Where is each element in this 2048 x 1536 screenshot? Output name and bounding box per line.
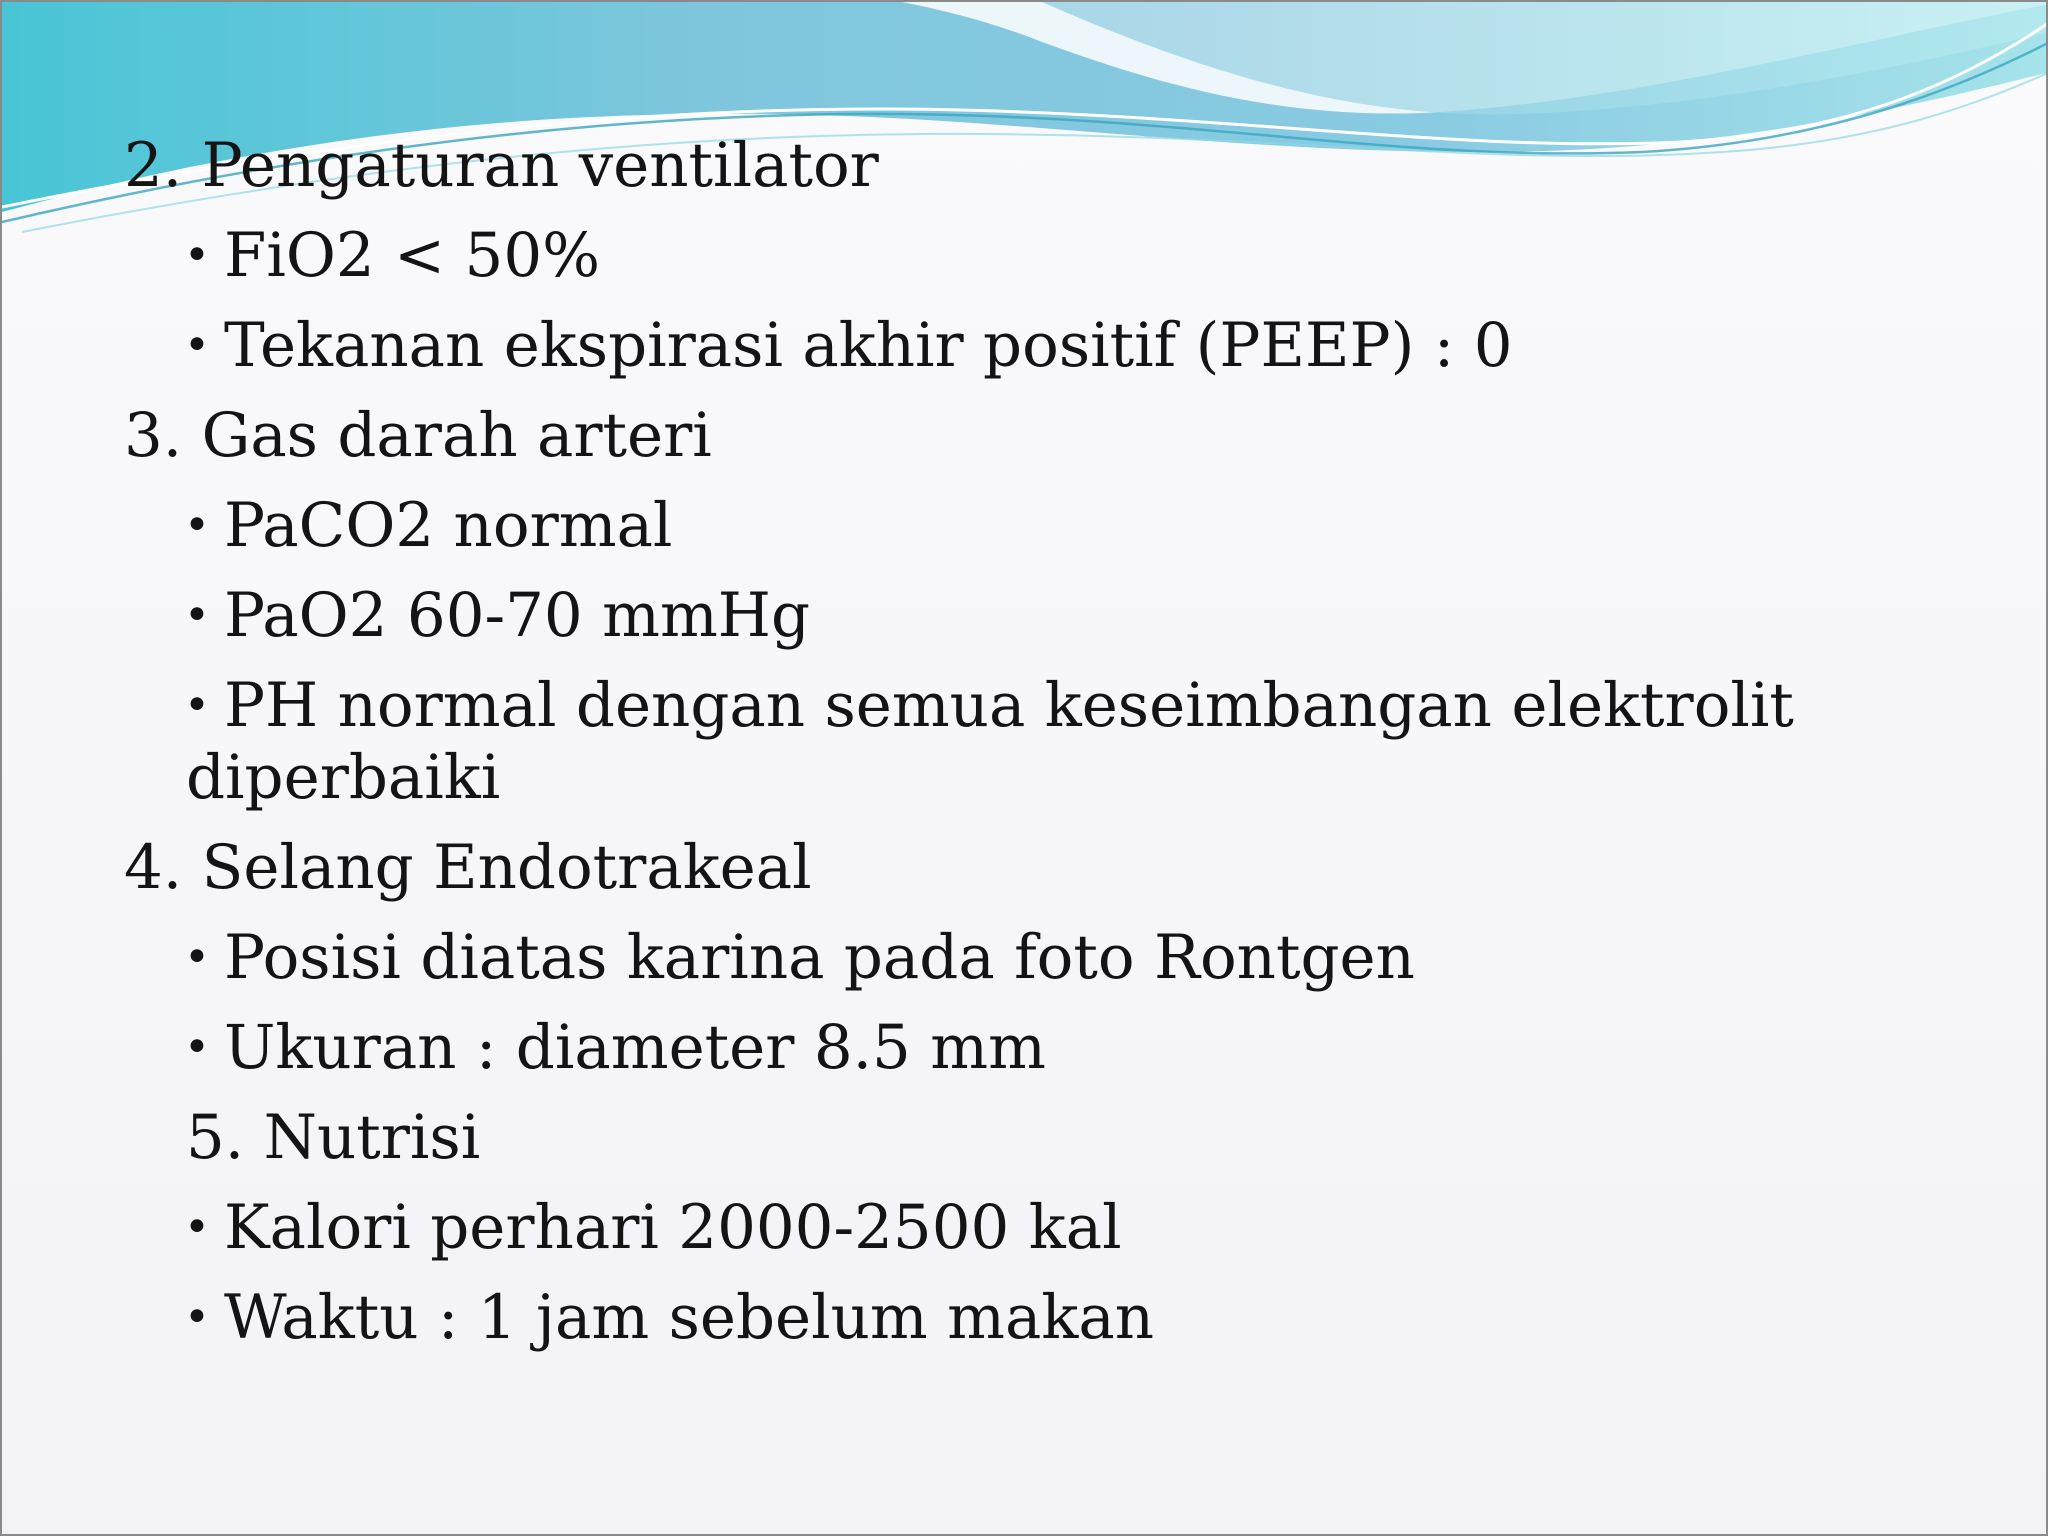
heading-gas-darah: 3. Gas darah arteri <box>124 400 712 471</box>
bullet-marker: • <box>184 1292 210 1343</box>
bullet-marker: • <box>184 680 210 731</box>
bullet-peep: Tekanan ekspirasi akhir positif (PEEP) : 0 <box>224 310 1513 381</box>
bullet-marker: • <box>184 1202 210 1253</box>
bullet-paco2: PaCO2 normal <box>224 490 673 561</box>
bullet-marker: • <box>184 1022 210 1073</box>
bullet-marker: • <box>184 230 210 281</box>
heading-selang: 4. Selang Endotrakeal <box>124 832 812 903</box>
bullet-ph: PH normal dengan semua keseimbangan elektrolit <box>224 670 1794 741</box>
bullet-marker: • <box>184 320 210 371</box>
bullet-marker: • <box>184 932 210 983</box>
bullet-ph-continuation: diperbaiki <box>186 742 501 813</box>
heading-ventilator: 2. Pengaturan ventilator <box>124 130 879 201</box>
bullet-kalori: Kalori perhari 2000-2500 kal <box>224 1192 1122 1263</box>
bullet-marker: • <box>184 500 210 551</box>
bullet-fio2: FiO2 < 50% <box>224 220 601 291</box>
bullet-posisi: Posisi diatas karina pada foto Rontgen <box>224 922 1415 993</box>
slide-content <box>2 2 2048 1536</box>
bullet-waktu: Waktu : 1 jam sebelum makan <box>224 1282 1154 1353</box>
bullet-marker: • <box>184 590 210 641</box>
bullet-ukuran: Ukuran : diameter 8.5 mm <box>224 1012 1046 1083</box>
bullet-pao2: PaO2 60-70 mmHg <box>224 580 811 651</box>
heading-nutrisi: 5. Nutrisi <box>186 1102 481 1173</box>
